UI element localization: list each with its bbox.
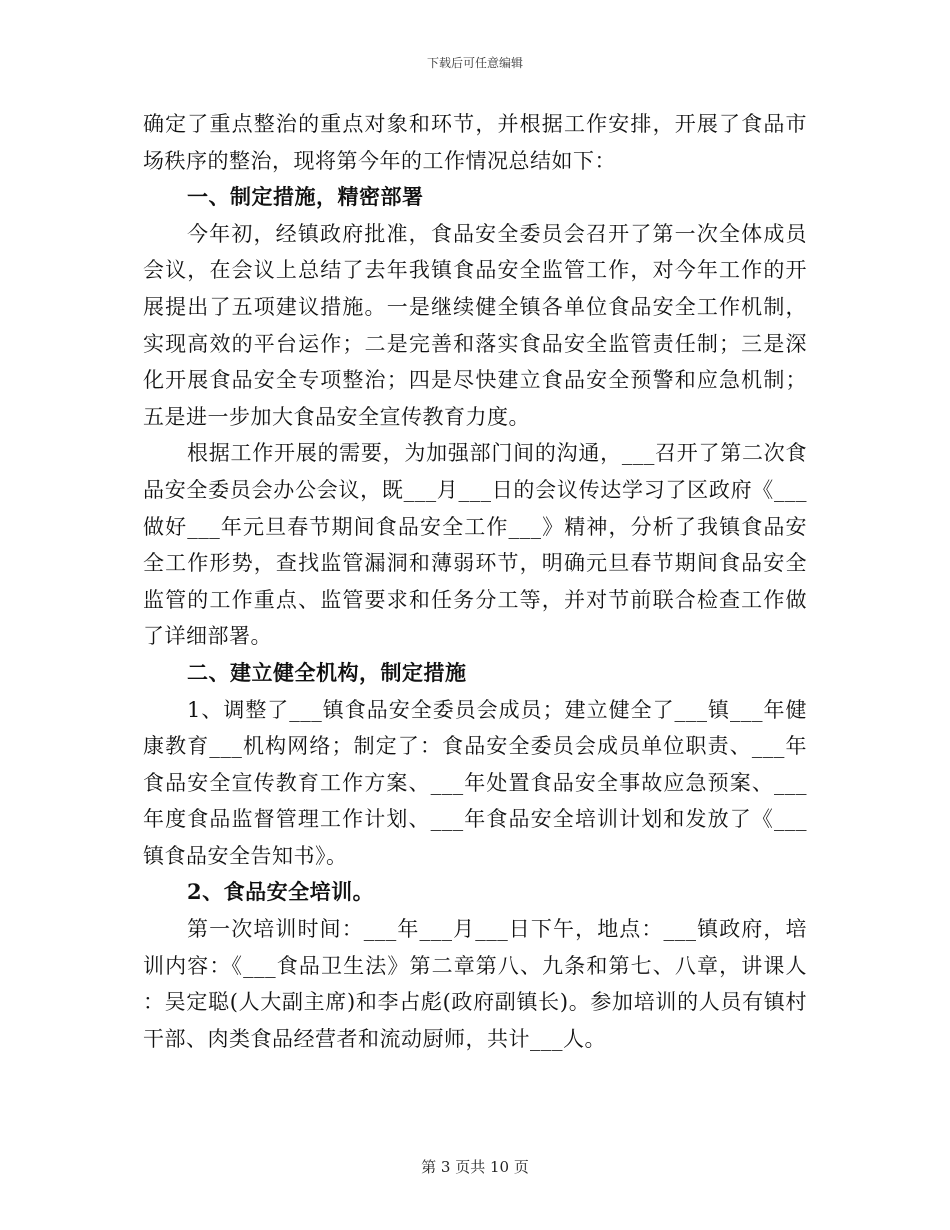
section-heading: 二、建立健全机构，制定措施 bbox=[187, 659, 467, 685]
document-body bbox=[143, 106, 807, 1057]
page-header: 下载后可任意编辑 bbox=[426, 56, 523, 70]
body-paragraph: 今年初，经镇政府批准，食品安全委员会召开了第一次全体成员会议，在会议上总结了去年我镇食品安全监管工作，对今年工作的开展提出了五项建议措施。一是继续健全镇各单位食品安全工作机制，实现高效的平台运作；二是完善和落实食品安全监管责任制；三是深化开展食品安全专项整治；四是尽快建立食品安全预警和应急机制；五是进一步加大食品安全宣传教育力度。 bbox=[143, 221, 807, 429]
page-footer: 第 3 页共 10 页 bbox=[421, 1158, 529, 1176]
section-heading: 2、食品安全培训。 bbox=[187, 879, 375, 905]
body-paragraph: 根据工作开展的需要，为加强部门间的沟通，___召开了第二次食品安全委员会办公会议，既___月___日的会议传达学习了区政府《___做好___年元旦春节期间食品安全工作___》精神，分析了我镇食品安全工作形势，查找监管漏洞和薄弱环节，明确元旦春节期间食品安全监管的工作重点、监管要求和任务分工等，并对节前联合检查工作做了详细部署。 bbox=[143, 441, 807, 649]
body-paragraph: 1、调整了___镇食品安全委员会成员；建立健全了___镇___年健康教育___机构网络；制定了：食品安全委员会成员单位职责、___年食品安全宣传教育工作方案、___年处置食品安全事故应急预案、___年度食品监督管理工作计划、___年食品安全培训计划和发放了《___镇食品安全告知书》。 bbox=[143, 697, 807, 868]
body-paragraph: 第一次培训时间：___年___月___日下午，地点：___镇政府，培训内容：《___食品卫生法》第二章第八、九条和第七、八章，讲课人：吴定聪(人大副主席)和李占彪(政府副镇长)。参加培训的人员有镇村干部、肉类食品经营者和流动厨师，共计___人。 bbox=[143, 917, 807, 1051]
section-heading: 一、制定措施，精密部署 bbox=[187, 184, 424, 210]
body-paragraph: 确定了重点整治的重点对象和环节，并根据工作安排，开展了食品市场秩序的整治，现将第今年的工作情况总结如下： bbox=[143, 112, 807, 173]
